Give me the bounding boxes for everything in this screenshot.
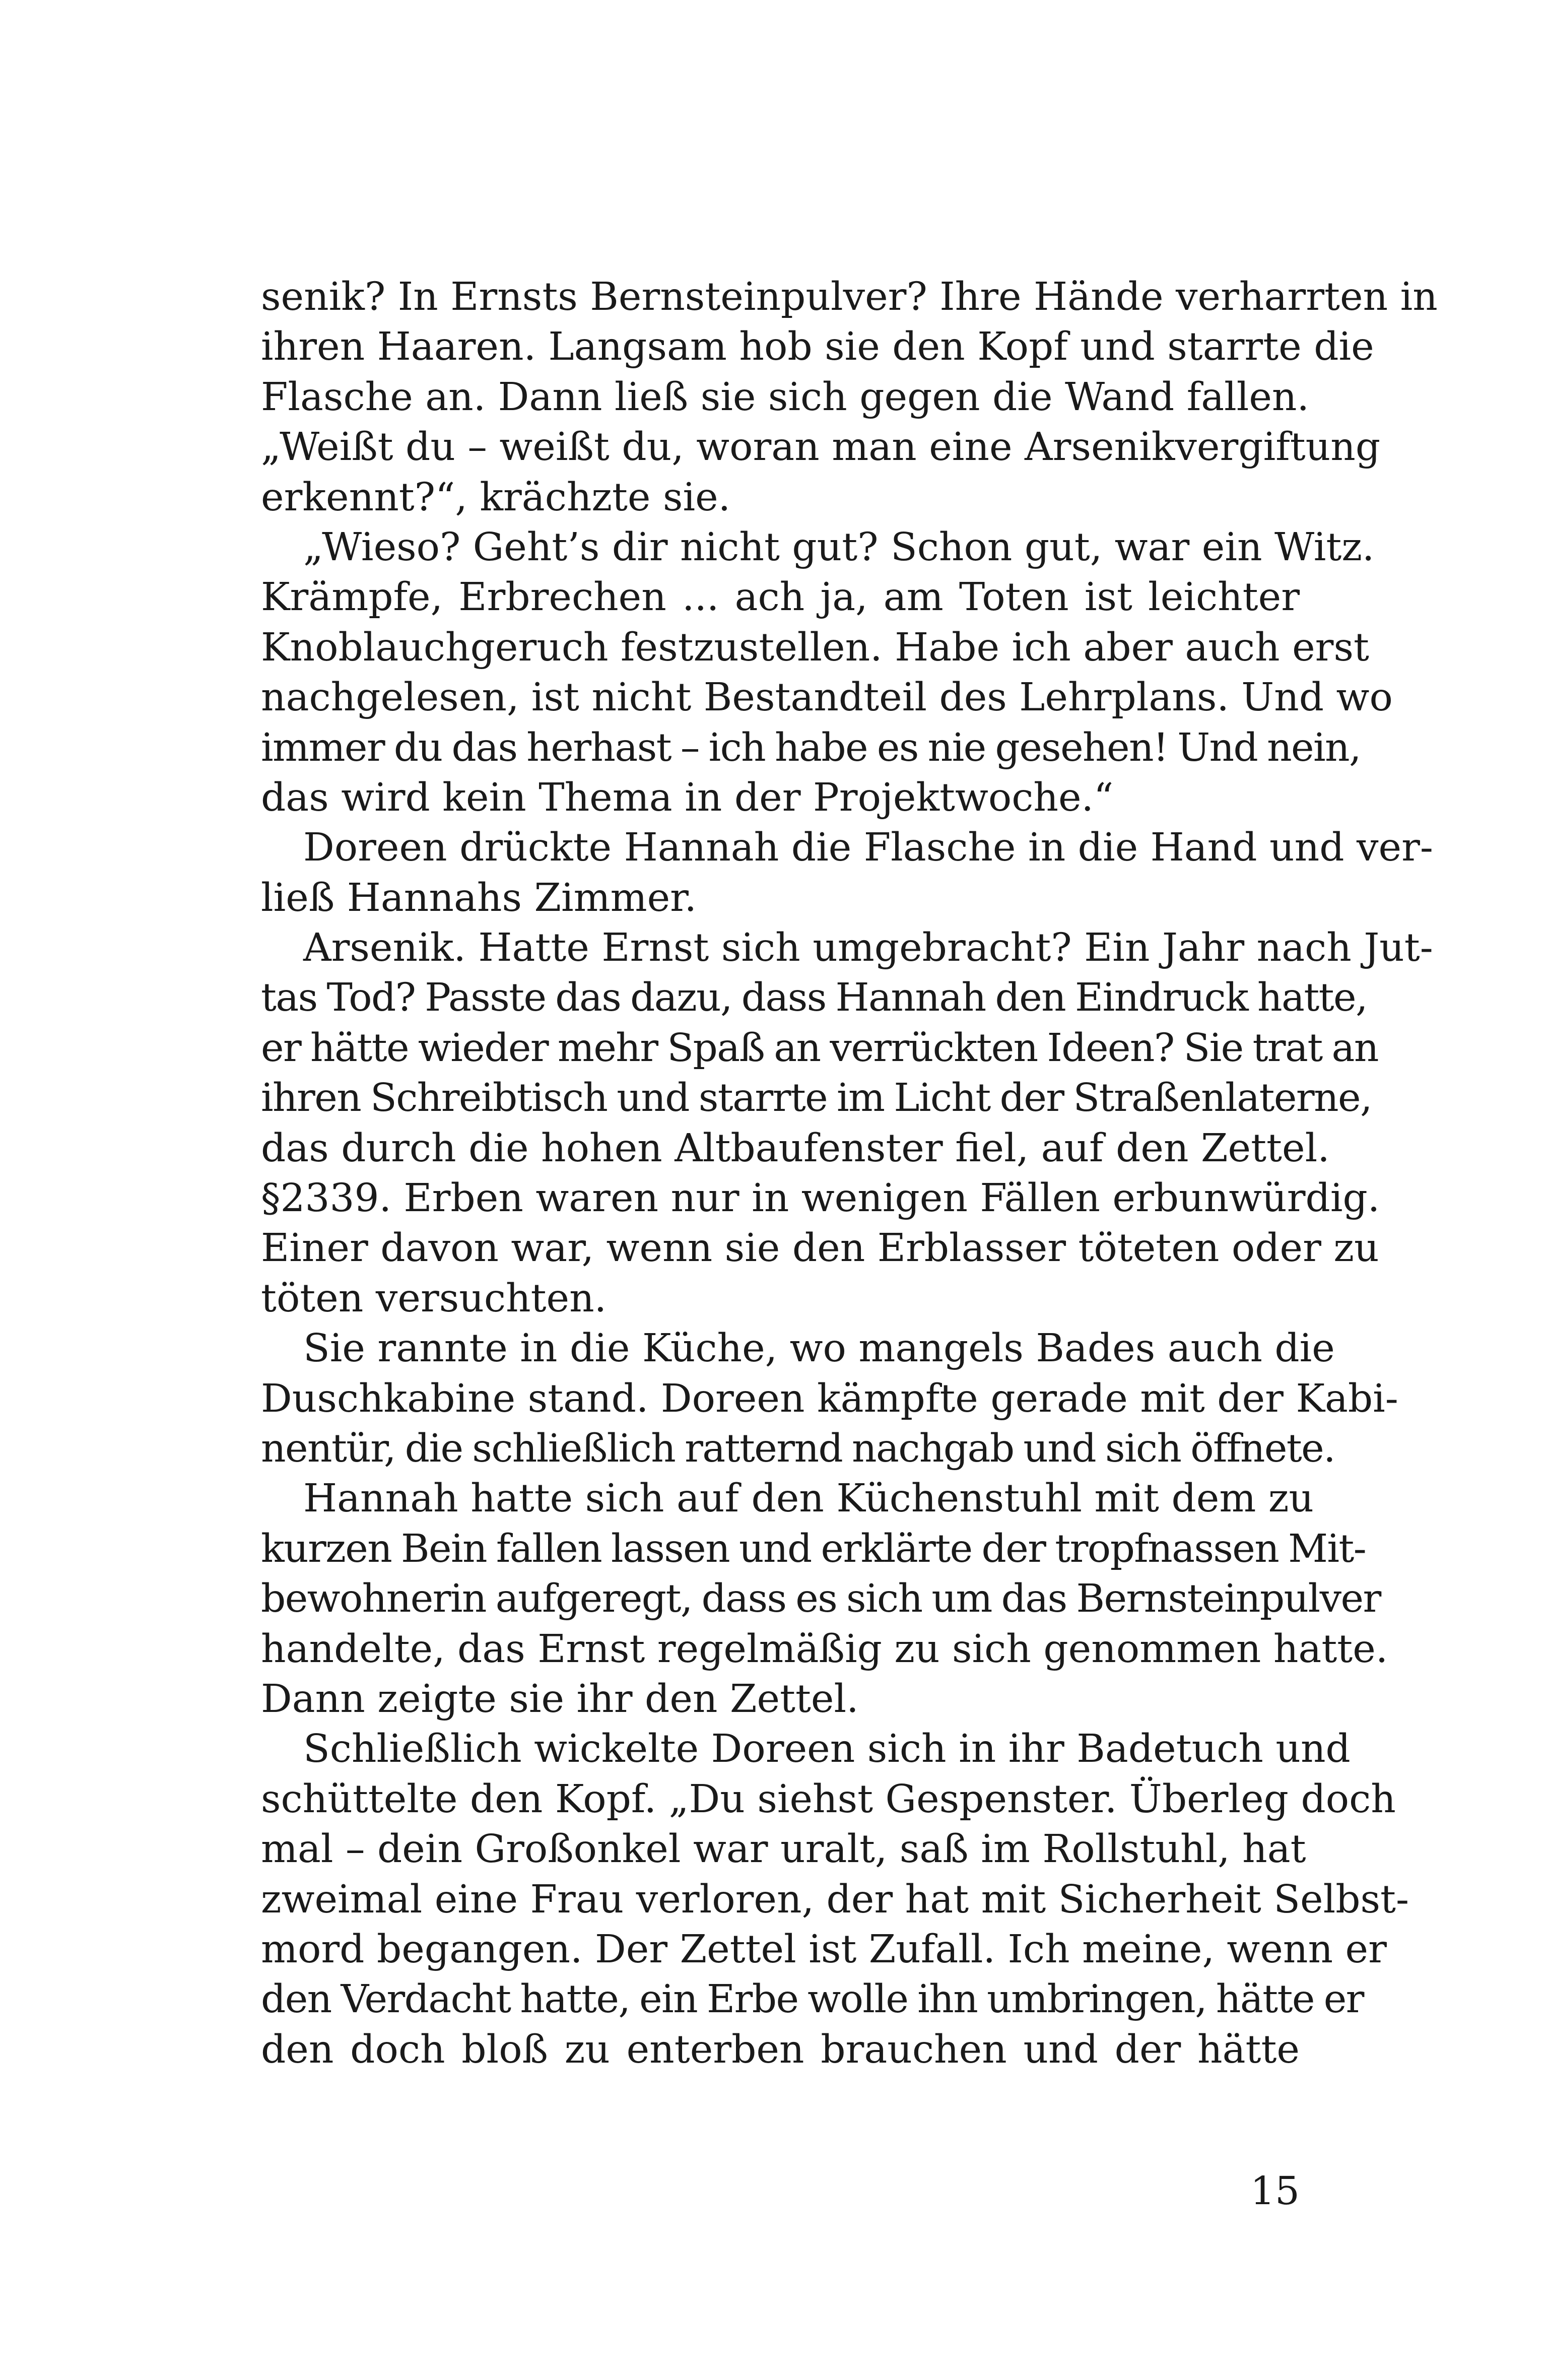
text-line: Arsenik. Hatte Ernst sich umgebracht? Ein Jahr nach Jut-	[303, 925, 1433, 971]
text-line: „Wieso? Geht’s dir nicht gut? Schon gut, war ein Witz.	[303, 524, 1375, 570]
body-text	[261, 272, 1438, 2075]
text-line: erkennt?“, krächzte sie.	[261, 475, 731, 520]
text-line: Flasche an. Dann ließ sie sich gegen die Wand fallen.	[261, 374, 1309, 420]
text-line: „Weißt du – weißt du, woran man eine Arsenikvergiftung	[261, 425, 1381, 470]
text-line: zweimal eine Frau verloren, der hat mit Sicherheit Selbst-	[261, 1877, 1409, 1922]
text-line: Schließlich wickelte Doreen sich in ihr Badetuch und	[303, 1727, 1351, 1772]
text-line: mord begangen. Der Zettel ist Zufall. Ich meine, wenn er	[261, 1927, 1387, 1972]
text-line: immer du das herhast – ich habe es nie gesehen! Und nein,	[261, 725, 1361, 770]
text-line: bewohnerin aufgeregt, dass es sich um das Bernsteinpulver	[261, 1576, 1381, 1622]
text-line: mal – dein Großonkel war uralt, saß im Rollstuhl, hat	[261, 1827, 1306, 1872]
text-line: ließ Hannahs Zimmer.	[261, 875, 697, 920]
text-line: Hannah hatte sich auf den Küchenstuhl mit dem zu	[303, 1476, 1314, 1522]
text-line: nachgelesen, ist nicht Bestandteil des Lehrplans. Und wo	[261, 675, 1393, 720]
text-line: §2339. Erben waren nur in wenigen Fällen erbunwürdig.	[261, 1176, 1380, 1221]
page-number: 15	[1250, 2169, 1300, 2214]
text-line: töten versuchten.	[261, 1276, 607, 1321]
text-line: Sie rannte in die Küche, wo mangels Bades auch die	[303, 1326, 1335, 1371]
text-line: ihren Schreibtisch und starrte im Licht der Straßenlaterne,	[261, 1076, 1372, 1121]
text-line: er hätte wieder mehr Spaß an verrückten Ideen? Sie trat an	[261, 1025, 1378, 1071]
text-line: Einer davon war, wenn sie den Erblasser töteten oder zu	[261, 1226, 1379, 1271]
text-line: das durch die hohen Altbaufenster fiel, auf den Zettel.	[261, 1126, 1330, 1171]
text-line: nentür, die schließlich ratternd nachgab und sich öffnete.	[261, 1426, 1335, 1471]
text-line: handelte, das Ernst regelmäßig zu sich genommen hatte.	[261, 1626, 1388, 1672]
text-line: tas Tod? Passte das dazu, dass Hannah den Eindruck hatte,	[261, 975, 1367, 1021]
text-line: schüttelte den Kopf. „Du siehst Gespenster. Überleg doch	[261, 1776, 1396, 1822]
text-line: das wird kein Thema in der Projektwoche.“	[261, 775, 1114, 820]
text-line: den Verdacht hatte, ein Erbe wolle ihn umbringen, hätte er	[261, 1977, 1364, 2022]
text-line: Doreen drückte Hannah die Flasche in die Hand und ver-	[303, 825, 1433, 871]
text-line: den doch bloß zu enterben brauchen und der hätte	[261, 2027, 1300, 2072]
text-line: ihren Haaren. Langsam hob sie den Kopf und starrte die	[261, 324, 1374, 370]
text-line: Knoblauchgeruch festzustellen. Habe ich aber auch erst	[261, 625, 1369, 670]
text-line: Duschkabine stand. Doreen kämpfte gerade mit der Kabi-	[261, 1376, 1398, 1421]
text-line: Dann zeigte sie ihr den Zettel.	[261, 1676, 859, 1722]
text-line: kurzen Bein fallen lassen und erklärte der tropfnassen Mit-	[261, 1526, 1366, 1571]
text-line: Krämpfe, Erbrechen ... ach ja, am Toten ist leichter	[261, 575, 1300, 620]
text-line: senik? In Ernsts Bernsteinpulver? Ihre Hände verharrten in	[261, 275, 1438, 319]
